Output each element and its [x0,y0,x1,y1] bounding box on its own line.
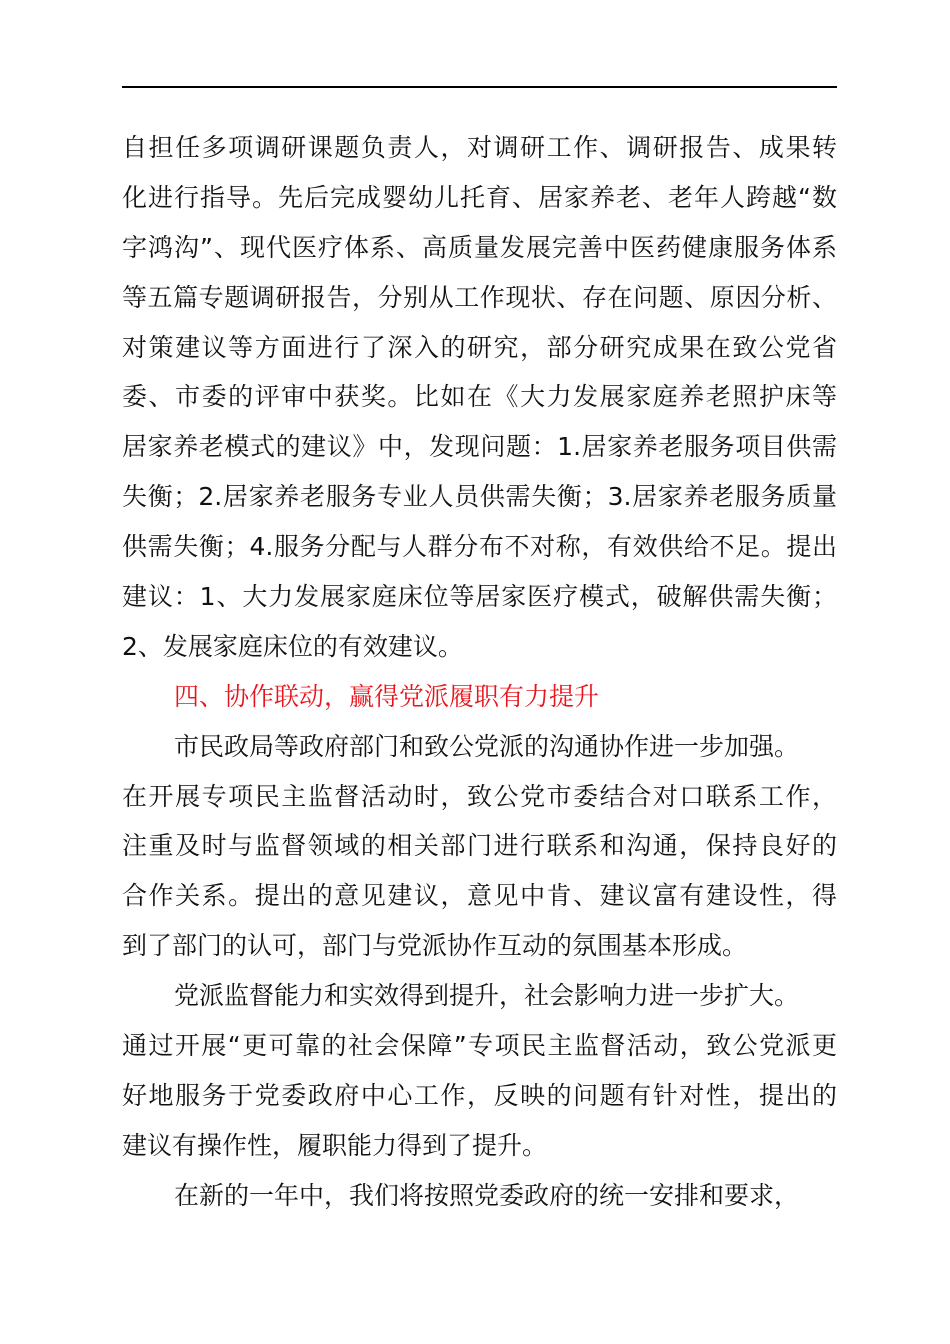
paragraph-cooperation [122,722,837,971]
text-line: 居家养老模式的建议》中，发现问题：1.居家养老服务项目供需 [122,432,837,462]
paragraph-next-year [122,1171,837,1221]
text-line: 失衡；2.居家养老服务专业人员供需失衡；3.居家养老服务质量 [122,482,837,512]
text-line: 市民政局等政府部门和致公党派的沟通协作进一步加强。 [174,731,800,761]
text-line: 注重及时与监督领域的相关部门进行联系和沟通，保持良好的 [122,831,837,861]
text-line: 等五篇专题调研报告，分别从工作现状、存在问题、原因分析、 [122,282,837,312]
document-body [122,123,837,1221]
text-line: 通过开展“更可靠的社会保障”专项民主监督活动，致公党派更 [122,1031,837,1061]
text-line: 党派监督能力和实效得到提升，社会影响力进一步扩大。 [174,981,800,1011]
text-line: 建议有操作性，履职能力得到了提升。 [122,1130,548,1160]
text-line: 好地服务于党委政府中心工作，反映的问题有针对性，提出的 [122,1080,837,1110]
paragraph-supervision [122,971,837,1171]
text-line: 合作关系。提出的意见建议，意见中肯、建议富有建设性，得 [122,881,837,911]
text-line: 2、发展家庭床位的有效建议。 [122,631,463,661]
section-heading: 四、协作联动，赢得党派履职有力提升 [174,681,600,711]
text-line: 字鸿沟”、现代医疗体系、高质量发展完善中医药健康服务体系 [122,232,837,262]
text-line: 供需失衡；4.服务分配与人群分布不对称，有效供给不足。提出 [122,532,837,562]
text-line: 建议：1、大力发展家庭床位等居家医疗模式，破解供需失衡； [122,582,837,612]
text-line: 对策建议等方面进行了深入的研究，部分研究成果在致公党省 [122,332,837,362]
text-line: 化进行指导。先后完成婴幼儿托育、居家养老、老年人跨越“数 [122,182,837,212]
text-line: 在开展专项民主监督活动时，致公党市委结合对口联系工作， [122,781,837,811]
text-line: 自担任多项调研课题负责人，对调研工作、调研报告、成果转 [122,133,837,162]
text-line: 委、市委的评审中获奖。比如在《大力发展家庭养老照护床等 [122,382,837,412]
text-line: 到了部门的认可，部门与党派协作互动的氛围基本形成。 [122,931,748,961]
header-rule [122,86,837,88]
paragraph-research [122,123,837,672]
text-line: 在新的一年中，我们将按照党委政府的统一安排和要求， [174,1180,800,1210]
